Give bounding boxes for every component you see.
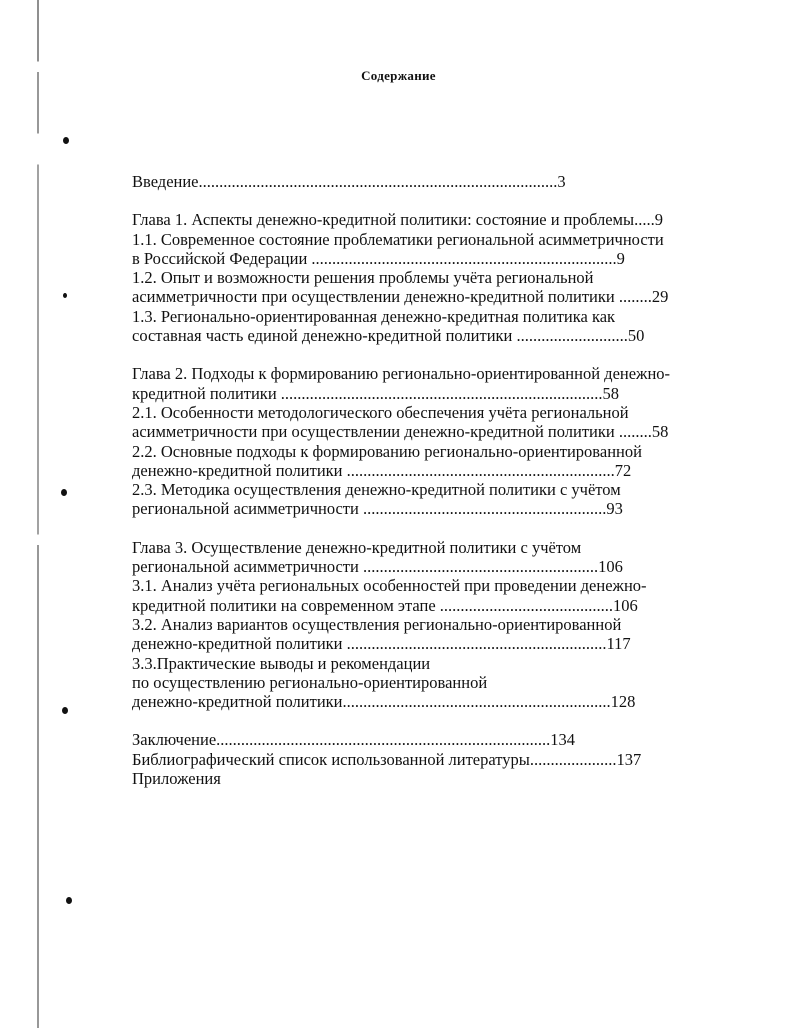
toc-line: составная часть единой денежно-кредитной политики ...........................50 <box>132 326 645 346</box>
toc-line: Глава 2. Подходы к формированию регионально-ориентированной денежно- <box>132 364 671 384</box>
toc-line: кредитной политики на современном этапе ..........................................106 <box>132 595 638 615</box>
toc-line: 2.2. Основные подходы к формированию регионально-ориентированной <box>132 441 642 461</box>
toc-entry-chapter-3 <box>132 538 732 577</box>
table-of-contents <box>132 172 732 788</box>
toc-entry-section-3-1 <box>132 576 732 615</box>
toc-entry-chapter-1: Глава 1. Аспекты денежно-кредитной политики: состояние и проблемы.....9 <box>132 210 663 230</box>
toc-entry-appendices: Приложения <box>132 769 221 789</box>
toc-line: по осуществлению регионально-ориентированной <box>132 672 488 692</box>
toc-entry-section-2-3 <box>132 480 732 519</box>
punch-hole-mark <box>63 137 69 144</box>
toc-entry-section-2-1 <box>132 403 732 442</box>
toc-line: асимметричности при осуществлении денежно-кредитной политики ........29 <box>132 287 669 307</box>
toc-entry-section-1-1 <box>132 230 732 269</box>
toc-line: региональной асимметричности .........................................................106 <box>132 557 623 577</box>
punch-hole-mark <box>66 897 72 904</box>
toc-line: денежно-кредитной политики ...............................................................117 <box>132 634 631 654</box>
toc-line: Глава 3. Осуществление денежно-кредитной политики с учётом <box>132 537 582 557</box>
toc-entry-bibliography: Библиографический список использованной литературы.....................137 <box>132 749 642 769</box>
toc-line: 1.1. Современное состояние проблематики региональной асимметричности <box>132 229 664 249</box>
toc-line: 3.3.Практические выводы и рекомендации <box>132 653 431 673</box>
toc-line: 1.2. Опыт и возможности решения проблемы учёта региональной <box>132 268 594 288</box>
toc-line: денежно-кредитной политики.................................................................128 <box>132 692 636 712</box>
toc-entry-section-3-2 <box>132 615 732 654</box>
toc-line: 2.1. Особенности методологического обеспечения учёта региональной <box>132 402 629 422</box>
punch-hole-mark <box>63 293 67 298</box>
toc-line: в Российской Федерации ..........................................................................9 <box>132 248 625 268</box>
toc-line: асимметричности при осуществлении денежно-кредитной политики ........58 <box>132 422 669 442</box>
toc-entry-section-2-2 <box>132 442 732 481</box>
toc-line: 1.3. Регионально-ориентированная денежно-кредитная политика как <box>132 306 616 326</box>
punch-hole-mark <box>62 707 68 714</box>
toc-entry-section-1-2 <box>132 268 732 307</box>
toc-entry-intro: Введение.......................................................................................3 <box>132 172 566 191</box>
toc-line: 2.3. Методика осуществления денежно-кредитной политики с учётом <box>132 480 621 500</box>
punch-hole-mark <box>61 489 67 496</box>
toc-entry-section-1-3 <box>132 307 732 346</box>
toc-entry-conclusion: Заключение.................................................................................134 <box>132 730 576 750</box>
toc-line: региональной асимметричности ...........................................................93 <box>132 499 623 519</box>
binding-edge-line <box>37 0 39 1028</box>
toc-line: 3.2. Анализ вариантов осуществления регионально-ориентированной <box>132 614 622 634</box>
toc-line: кредитной политики ..............................................................................58 <box>132 383 620 403</box>
toc-entry-chapter-2 <box>132 364 732 403</box>
toc-line: 3.1. Анализ учёта региональных особенностей при проведении денежно- <box>132 576 647 596</box>
page-title: Содержание <box>361 68 436 83</box>
toc-line: денежно-кредитной политики .................................................................72 <box>132 460 632 480</box>
toc-entry-section-3-3 <box>132 654 732 712</box>
